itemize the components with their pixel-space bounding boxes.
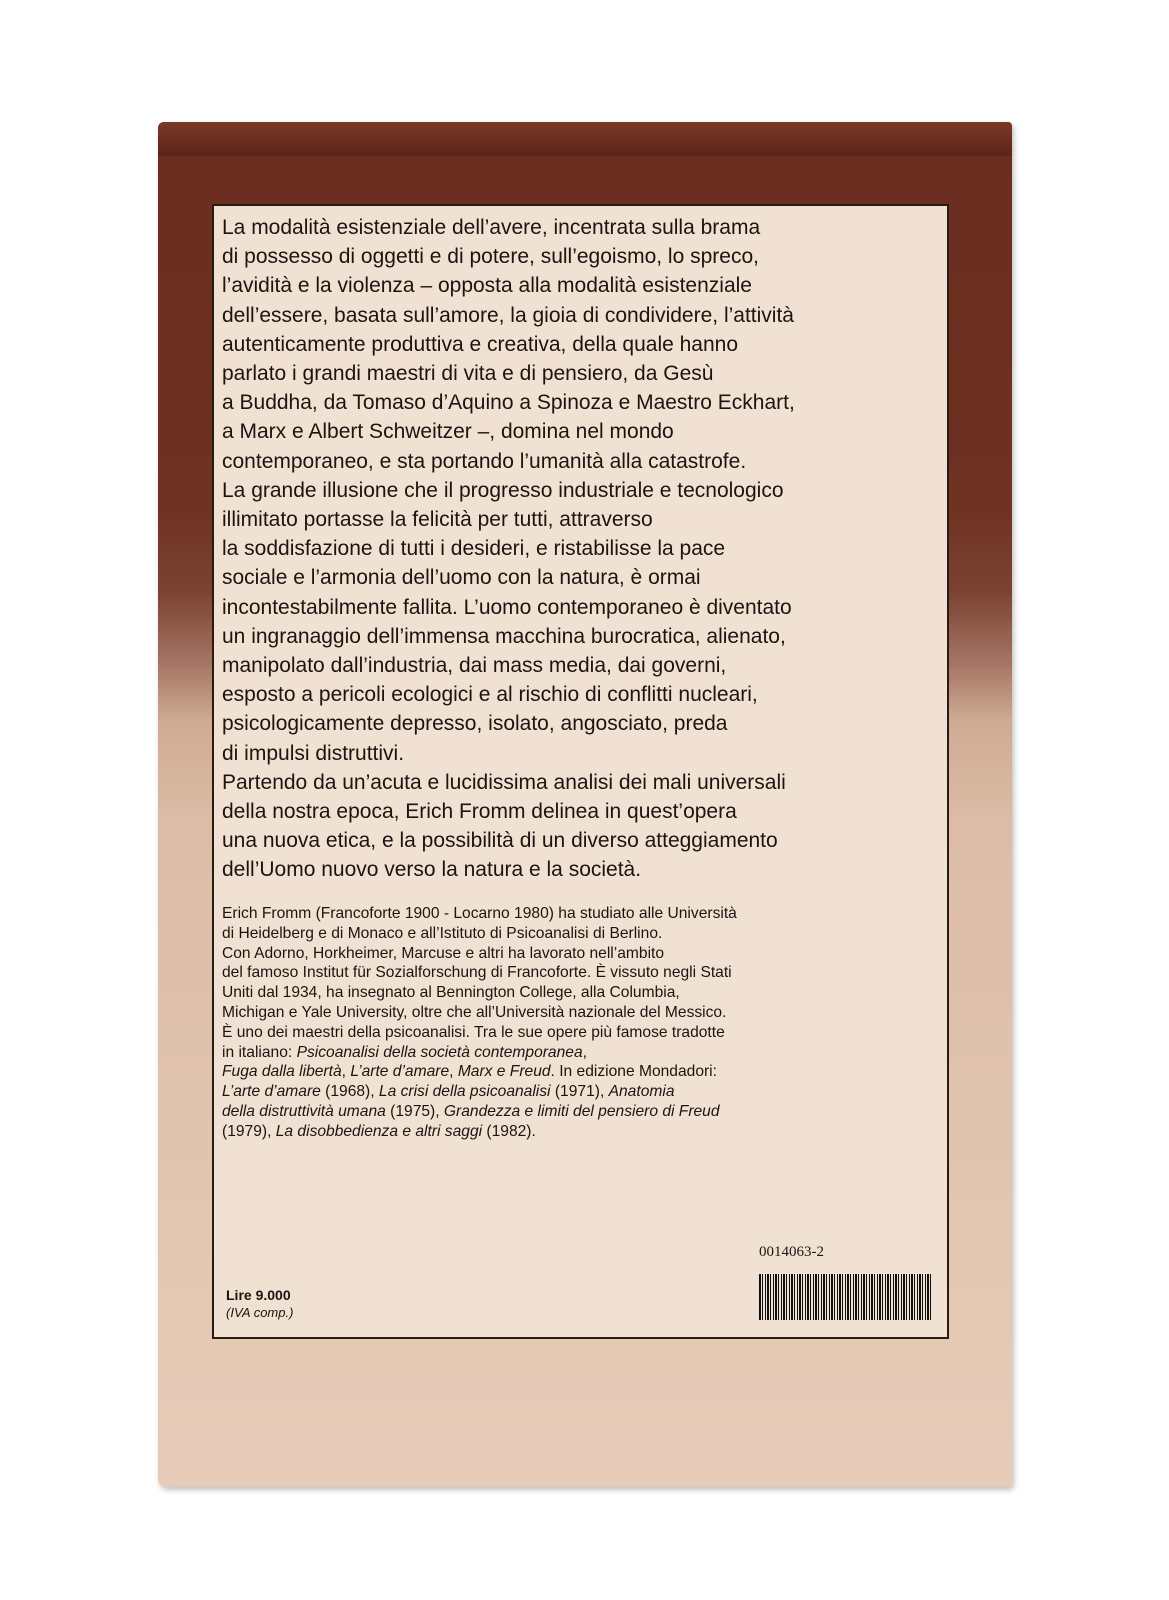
bio-line bbox=[222, 1122, 942, 1142]
book-title: La crisi della psicoanalisi bbox=[378, 1083, 551, 1101]
bio-line bbox=[222, 1062, 942, 1082]
blurb-line: parlato i grandi maestri di vita e di pensiero, da Gesù bbox=[222, 362, 714, 386]
bio-line: Con Adorno, Horkheimer, Marcuse e altri ha lavorato nell’ambito bbox=[222, 944, 665, 962]
bio-text: (1968), bbox=[320, 1083, 379, 1101]
price: Lire 9.000 bbox=[226, 1287, 291, 1303]
book-title: Grandezza e limiti del pensiero di Freud bbox=[443, 1102, 720, 1120]
blurb-line: La grande illusione che il progresso industriale e tecnologico bbox=[222, 478, 784, 502]
blurb-line: dell’Uomo nuovo verso la natura e la società. bbox=[222, 858, 642, 882]
bio-line bbox=[222, 1082, 942, 1102]
blurb-line: una nuova etica, e la possibilità di un diverso atteggiamento bbox=[222, 829, 778, 853]
blurb-line: della nostra epoca, Erich Fromm delinea in quest’opera bbox=[222, 800, 737, 824]
bio-line: È uno dei maestri della psicoanalisi. Tra le sue opere più famose tradotte bbox=[222, 1023, 725, 1041]
book-title: L’arte d’amare bbox=[222, 1083, 321, 1101]
blurb-line: sociale e l’armonia dell’uomo con la natura, è ormai bbox=[222, 566, 701, 590]
bio-text: (1971), bbox=[550, 1083, 609, 1101]
blurb-line: la soddisfazione di tutti i desideri, e ristabilisse la pace bbox=[222, 537, 726, 561]
book-title: Anatomia bbox=[608, 1083, 675, 1101]
bio-line: Erich Fromm (Francoforte 1900 - Locarno 1980) ha studiato alle Università bbox=[222, 905, 737, 922]
blurb-line: a Marx e Albert Schweitzer –, domina nel mondo bbox=[222, 420, 674, 444]
blurb-line: di possesso di oggetti e di potere, sull’egoismo, lo spreco, bbox=[222, 245, 759, 269]
blurb-line: l’avidità e la violenza – opposta alla modalità esistenziale bbox=[222, 274, 752, 298]
bio-line: di Heidelberg e di Monaco e all’Istituto di Psicoanalisi di Berlino. bbox=[222, 924, 663, 942]
blurb-line: autenticamente produttiva e creativa, della quale hanno bbox=[222, 332, 739, 356]
bio-text: . In edizione Mondadori: bbox=[550, 1063, 717, 1081]
bio-text: , bbox=[341, 1063, 351, 1081]
blurb-line: dell’essere, basata sull’amore, la gioia di condividere, l’attività bbox=[222, 303, 794, 327]
blurb-line: a Buddha, da Tomaso d’Aquino a Spinoza e Maestro Eckhart, bbox=[222, 391, 795, 415]
book-title: Marx e Freud bbox=[457, 1063, 551, 1081]
blurb-line: manipolato dall’industria, dai mass media, dai governi, bbox=[222, 654, 727, 678]
bio-line: Michigan e Yale University, oltre che all’Università nazionale del Messico. bbox=[222, 1003, 727, 1021]
blurb-line: esposto a pericoli ecologici e al rischio di conflitti nucleari, bbox=[222, 683, 758, 707]
barcode bbox=[759, 1274, 931, 1320]
bio-text: (1979), bbox=[222, 1122, 276, 1140]
blurb-line: Partendo da un’acuta e lucidissima analisi dei mali universali bbox=[222, 770, 786, 794]
blurb-line: La modalità esistenziale dell’avere, incentrata sulla brama bbox=[222, 216, 761, 239]
bio-text: , bbox=[449, 1063, 458, 1081]
blurb-line: un ingranaggio dell’immensa macchina burocratica, alienato, bbox=[222, 624, 786, 648]
book-title: Psicoanalisi della società contemporanea bbox=[296, 1043, 583, 1061]
blurb-text bbox=[222, 213, 942, 885]
book-title: La disobbedienza e altri saggi bbox=[275, 1122, 483, 1140]
blurb-line: psicologicamente depresso, isolato, angosciato, preda bbox=[222, 712, 728, 736]
vat-note: (IVA comp.) bbox=[226, 1305, 294, 1320]
blurb-line: incontestabilmente fallita. L’uomo contemporaneo è diventato bbox=[222, 595, 792, 619]
bio-line: Uniti dal 1934, ha insegnato al Bennington College, alla Columbia, bbox=[222, 984, 680, 1002]
bio-line bbox=[222, 1043, 942, 1063]
bio-text: (1982). bbox=[482, 1122, 536, 1140]
blurb-line: di impulsi distruttivi. bbox=[222, 741, 405, 765]
book-title: L’arte d’amare bbox=[350, 1063, 450, 1081]
bio-line: del famoso Institut für Sozialforschung di Francoforte. È vissuto negli Stati bbox=[222, 964, 732, 982]
bio-line bbox=[222, 1102, 942, 1122]
author-bio bbox=[222, 904, 942, 1142]
book-title: della distruttività umana bbox=[222, 1102, 386, 1120]
book-top-edge bbox=[158, 122, 1012, 156]
book-title: Fuga dalla libertà bbox=[222, 1063, 342, 1081]
blurb-line: illimitato portasse la felicità per tutti, attraverso bbox=[222, 508, 653, 532]
blurb-line: contemporaneo, e sta portando l’umanità alla catastrofe. bbox=[222, 449, 747, 473]
isbn-code: 0014063-2 bbox=[759, 1244, 824, 1260]
bio-text: , bbox=[582, 1043, 587, 1061]
bio-text: in italiano: bbox=[222, 1043, 297, 1061]
bio-text: (1975), bbox=[385, 1102, 444, 1120]
